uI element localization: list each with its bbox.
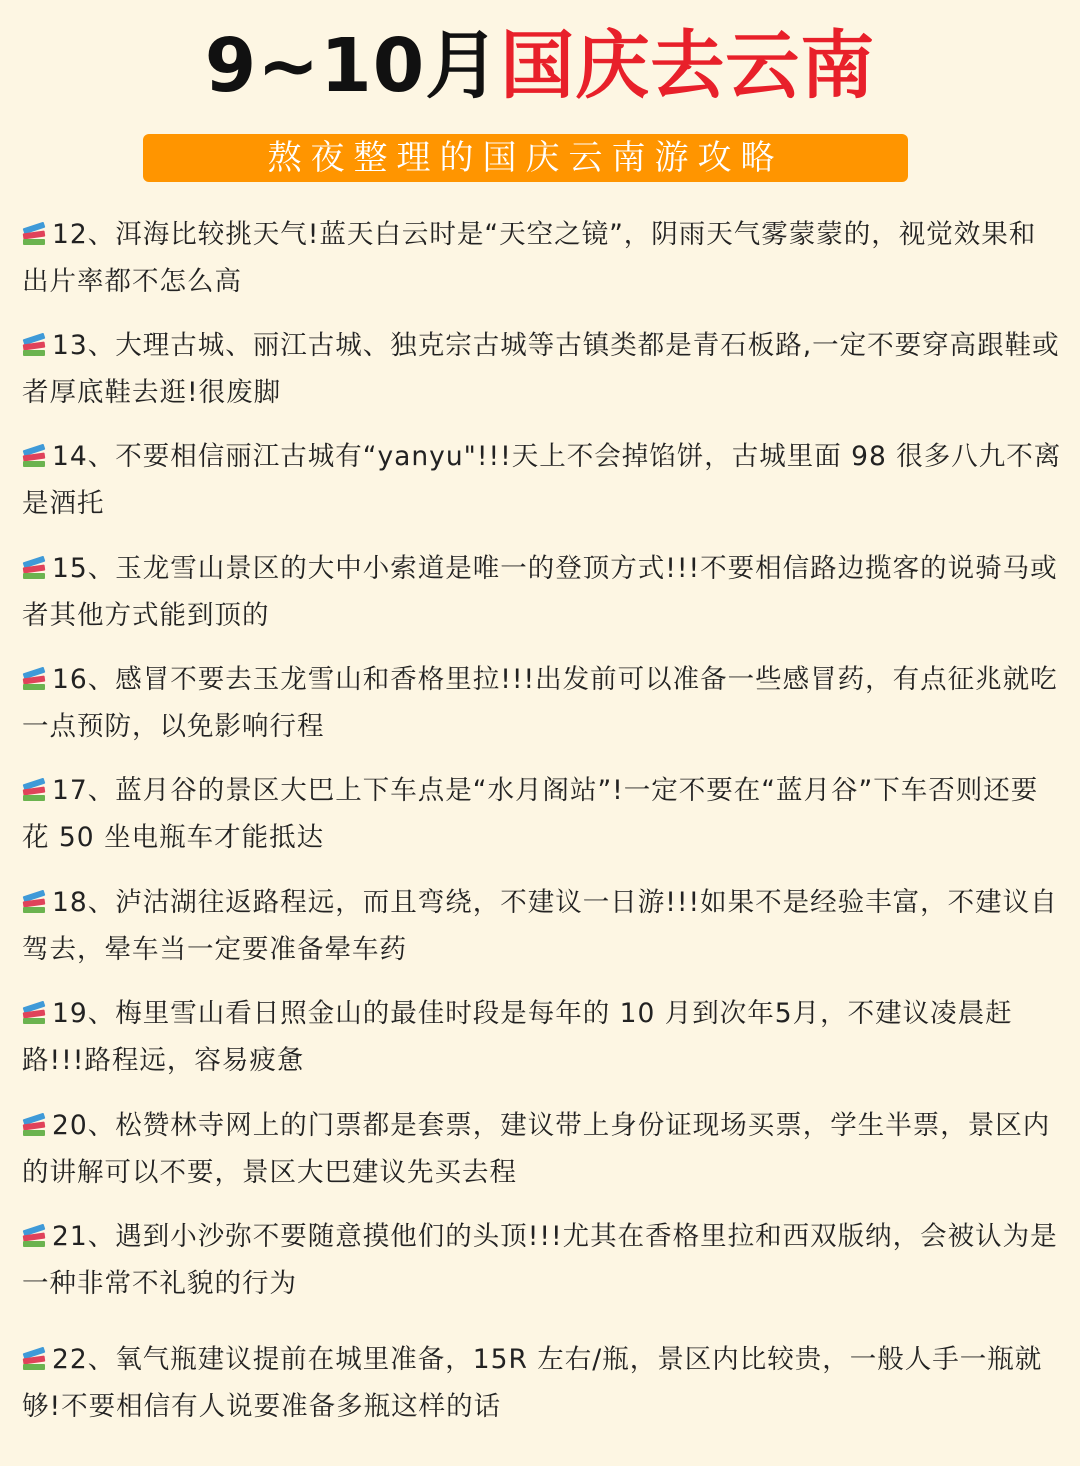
tip-text: 20、松赞林寺网上的门票都是套票，建议带上身份证现场买票，学生半票，景区内的讲解可以不要，景区大巴建议先买去程 — [22, 1110, 1051, 1188]
tip-item-17 — [22, 767, 1062, 861]
books-icon — [22, 1003, 48, 1025]
tip-item-22 — [22, 1336, 1062, 1430]
tip-item-13 — [22, 322, 1062, 416]
tip-text: 16、感冒不要去玉龙雪山和香格里拉!!!出发前可以准备一些感冒药，有点征兆就吃一点预防，以免影响行程 — [22, 664, 1058, 742]
tip-text: 12、洱海比较挑天气!蓝天白云时是“天空之镜”，阴雨天气雾蒙蒙的，视觉效果和出片率都不怎么高 — [22, 219, 1037, 297]
books-icon — [22, 1115, 48, 1137]
subtitle-banner — [143, 134, 908, 182]
tip-text: 15、玉龙雪山景区的大中小索道是唯一的登顶方式!!!不要相信路边揽客的说骑马或者其他方式能到顶的 — [22, 553, 1058, 631]
books-icon — [22, 780, 48, 802]
books-icon — [22, 335, 48, 357]
tip-item-20 — [22, 1102, 1062, 1196]
tip-item-14 — [22, 433, 1062, 527]
tip-item-18 — [22, 879, 1062, 973]
tip-text: 17、蓝月谷的景区大巴上下车点是“水月阁站”!一定不要在“蓝月谷”下车否则还要花 50 坐电瓶车才能抵达 — [22, 775, 1039, 853]
tip-text: 18、泸沽湖往返路程远，而且弯绕，不建议一日游!!!如果不是经验丰富，不建议自驾去，晕车当一定要准备晕车药 — [22, 887, 1058, 965]
title-destination: 国庆去云南 — [500, 23, 876, 109]
tip-text: 19、梅里雪山看日照金山的最佳时段是每年的 10 月到次年5月，不建议凌晨赶路!!!路程远，容易疲惫 — [22, 998, 1013, 1076]
tip-item-16 — [22, 656, 1062, 750]
tip-text: 14、不要相信丽江古城有“yanyu"!!!天上不会掉馅饼，古城里面 98 很多八九不离是酒托 — [22, 441, 1062, 519]
books-icon — [22, 224, 48, 246]
books-icon — [22, 446, 48, 468]
tip-item-19 — [22, 990, 1062, 1084]
page-title — [0, 22, 1080, 110]
title-date: 9~10月 — [204, 23, 501, 109]
tip-item-12 — [22, 211, 1062, 305]
tip-text: 22、氧气瓶建议提前在城里准备，15R 左右/瓶，景区内比较贵，一般人手一瓶就够!不要相信有人说要准备多瓶这样的话 — [22, 1344, 1043, 1422]
tip-item-15 — [22, 545, 1062, 639]
books-icon — [22, 1226, 48, 1248]
books-icon — [22, 892, 48, 914]
books-icon — [22, 1349, 48, 1371]
books-icon — [22, 669, 48, 691]
tip-text: 21、遇到小沙弥不要随意摸他们的头顶!!!尤其在香格里拉和西双版纳，会被认为是一种非常不礼貌的行为 — [22, 1221, 1058, 1299]
books-icon — [22, 558, 48, 580]
subtitle-text: 熬夜整理的国庆云南游攻略 — [267, 138, 784, 178]
tip-item-21 — [22, 1213, 1062, 1307]
tip-text: 13、大理古城、丽江古城、独克宗古城等古镇类都是青石板路,一定不要穿高跟鞋或者厚底鞋去逛!很废脚 — [22, 330, 1060, 408]
